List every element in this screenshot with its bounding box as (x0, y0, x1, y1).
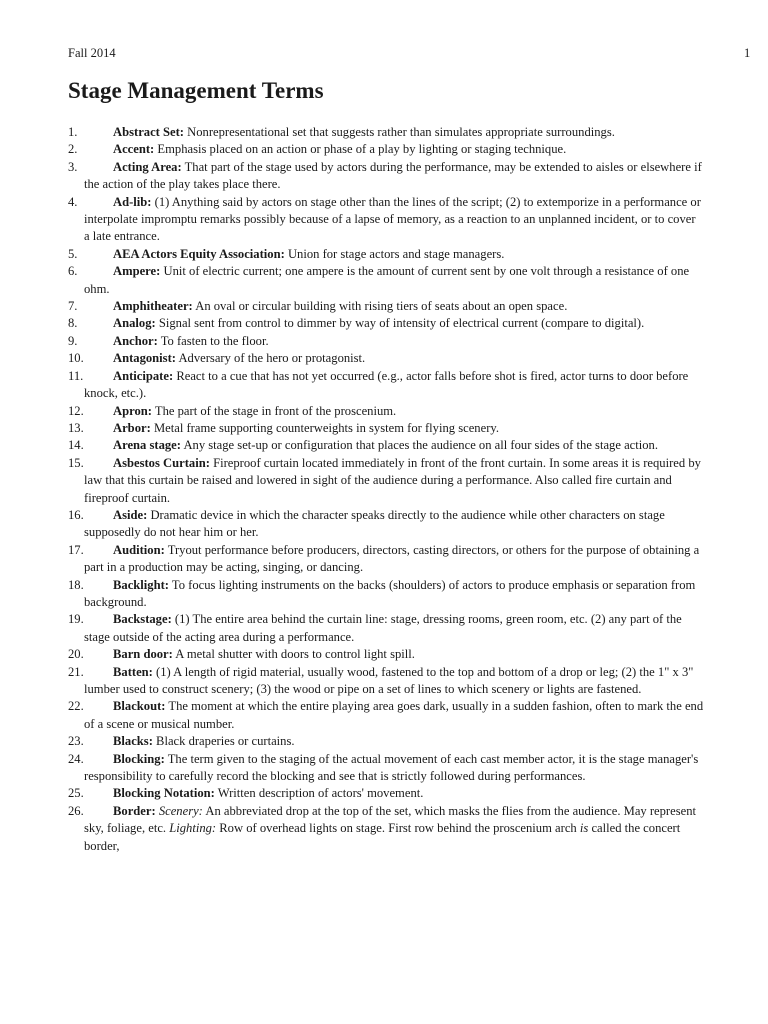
term-number: 25. (68, 786, 84, 801)
term-item (68, 507, 704, 542)
term-definition: The part of the stage in front of the proscenium. (154, 403, 397, 418)
term-name: Anchor: (113, 333, 158, 348)
term-definition: (1) A length of rigid material, usually wood, fastened to the top and bottom of a drop or leg; (2) the 1" x 3" lumber used to construct scenery; (3) the wood or pipe on a set of lines to which scenery or lights are fastened. (84, 664, 694, 696)
term-number: 2. (68, 142, 78, 157)
term-definition: Union for stage actors and stage managers. (287, 246, 505, 261)
term-name: Aside: (113, 507, 148, 522)
term-number: 5. (68, 246, 78, 261)
term-definition: Signal sent from control to dimmer by way of intensity of electrical current (compare to digital). (158, 316, 645, 331)
term-definition: Black draperies or curtains. (156, 734, 295, 749)
term-definition: The moment at which the entire playing area goes dark, usually in a sudden fashion, often to mark the end of a scene or musical number. (84, 699, 704, 731)
page-number: 1 (744, 46, 751, 60)
term-item (68, 263, 704, 298)
term-name: Blocking Notation: (113, 786, 215, 801)
term-number: 8. (68, 316, 78, 331)
term-item (68, 646, 704, 663)
term-item (68, 542, 704, 577)
term-emphasis: is (579, 821, 589, 836)
term-definition: The term given to the staging of the actual movement of each cast member actor, it is the stage manager's responsibility to carefully record the blocking and see that is strictly followed during performances. (84, 751, 699, 784)
term-number: 13. (68, 420, 84, 435)
term-definition: Unit of electric current; one ampere is the amount of current sent by one volt through a resistance of one ohm. (84, 264, 690, 296)
term-definition: Dramatic device in which the character speaks directly to the audience while other characters on stage supposedly do not hear him or her. (84, 507, 665, 540)
term-item (68, 455, 704, 507)
term-item (68, 315, 704, 332)
term-item (68, 577, 704, 612)
terms-list (68, 124, 704, 855)
term-definition: (1) The entire area behind the curtain line: stage, dressing rooms, green room, etc. (2) any part of the stage outside of the acting area during a performance. (84, 612, 682, 644)
term-definition: Emphasis placed on an action or phase of a play by lighting or staging technique. (157, 142, 567, 157)
term-item (68, 611, 704, 646)
term-item (68, 159, 704, 194)
term-name: Arena stage: (113, 438, 181, 453)
term-number: 23. (68, 734, 84, 749)
term-number: 10. (68, 351, 84, 366)
term-item (68, 751, 704, 786)
term-definition: To focus lighting instruments on the backs (shoulders) of actors to produce emphasis or separation from background. (84, 577, 696, 609)
term-name: Asbestos Curtain: (113, 455, 210, 470)
term-definition: An abbreviated drop at the top of the set, which masks the flies from the audience. May represent sky, foliage, etc. (84, 803, 697, 836)
term-item (68, 664, 704, 699)
term-number: 9. (68, 333, 78, 348)
term-number: 3. (68, 159, 78, 174)
term-name: Antagonist: (113, 351, 176, 366)
term-definition: A metal shutter with doors to control light spill. (175, 647, 415, 662)
term-definition: Row of overhead lights on stage. First row behind the proscenium arch (219, 821, 577, 836)
term-number: 14. (68, 438, 84, 453)
term-number: 24. (68, 751, 84, 766)
term-name: Backstage: (113, 612, 172, 627)
term-definition: Any stage set-up or configuration that places the audience on all four sides of the stage action. (183, 438, 658, 453)
term-name: Anticipate: (113, 368, 174, 383)
term-item (68, 298, 704, 315)
term-name: Backlight: (113, 577, 169, 592)
term-item (68, 124, 704, 141)
term-item (68, 368, 704, 403)
term-context-label: Lighting: (169, 821, 217, 836)
term-definition: Adversary of the hero or protagonist. (178, 351, 366, 366)
term-number: 16. (68, 507, 84, 522)
term-number: 7. (68, 299, 78, 314)
term-item (68, 194, 704, 246)
term-name: Batten: (113, 664, 153, 679)
term-number: 22. (68, 699, 84, 714)
term-number: 26. (68, 803, 84, 818)
term-item (68, 350, 704, 367)
page-title: Stage Management Terms (68, 78, 324, 103)
term-number: 12. (68, 403, 84, 418)
semester-header: Fall 2014 (68, 46, 116, 60)
term-item (68, 141, 704, 158)
term-definition: Fireproof curtain located immediately in front of the front curtain. In some areas it is required by law that this curtain be raised and lowered in sight of the audience during a performance. Also called fire curtain and fireproof curtain. (84, 455, 701, 505)
term-number: 1. (68, 125, 78, 139)
term-definition: To fasten to the floor. (160, 333, 269, 348)
term-name: AEA Actors Equity Association: (113, 246, 285, 261)
term-item (68, 437, 704, 454)
term-number: 21. (68, 664, 84, 679)
term-number: 17. (68, 542, 84, 557)
term-name: Abstract Set: (113, 125, 184, 139)
term-item (68, 246, 704, 263)
term-definition: (1) Anything said by actors on stage other than the lines of the script; (2) to extemporize in a performance or interpolate impromptu remarks possibly because of a lapse of memory, as a reaction to an unplanned incident, or to cover a late entrance. (84, 194, 701, 244)
term-name: Analog: (113, 316, 156, 331)
term-definition: An oval or circular building with rising tiers of seats about an open space. (195, 299, 568, 314)
term-number: 19. (68, 612, 84, 627)
term-name: Barn door: (113, 647, 173, 662)
term-name: Ad-lib: (113, 194, 152, 209)
term-item (68, 333, 704, 350)
term-item (68, 420, 704, 437)
term-definition: That part of the stage used by actors during the performance, may be extended to aisles or elsewhere if the action of the play takes place there. (84, 159, 702, 192)
term-name: Arbor: (113, 420, 151, 435)
term-item-border (68, 803, 704, 855)
term-definition: Nonrepresentational set that suggests rather than simulates appropriate surroundings. (187, 125, 615, 139)
term-name: Apron: (113, 403, 152, 418)
term-number: 15. (68, 455, 84, 470)
term-name: Blocking: (113, 751, 165, 766)
term-item (68, 733, 704, 750)
term-number: 18. (68, 577, 84, 592)
term-definition: Metal frame supporting counterweights in system for flying scenery. (153, 420, 500, 435)
term-context-label: Scenery: (158, 803, 203, 818)
term-name: Ampere: (113, 264, 161, 279)
term-name: Blackout: (113, 699, 166, 714)
term-name: Audition: (113, 542, 165, 557)
term-item (68, 785, 704, 802)
term-number: 6. (68, 264, 78, 279)
term-number: 20. (68, 647, 84, 662)
term-item (68, 403, 704, 420)
term-name: Accent: (113, 142, 155, 157)
term-name: Border: (113, 803, 156, 818)
term-definition: Written description of actors' movement. (217, 786, 424, 801)
term-number: 4. (68, 194, 78, 209)
term-number: 11. (68, 368, 84, 383)
term-name: Acting Area: (113, 159, 182, 174)
term-definition: Tryout performance before producers, directors, casting directors, or others for the purpose of obtaining a part in a production may be acting, singing, or dancing. (84, 542, 700, 575)
term-item (68, 698, 704, 733)
term-name: Blacks: (113, 734, 153, 749)
term-definition: React to a cue that has not yet occurred (e.g., actor falls before shot is fired, actor turns to door before knock, etc.). (84, 368, 689, 401)
term-definition: called the concert border, (84, 821, 681, 853)
term-name: Amphitheater: (113, 299, 193, 314)
